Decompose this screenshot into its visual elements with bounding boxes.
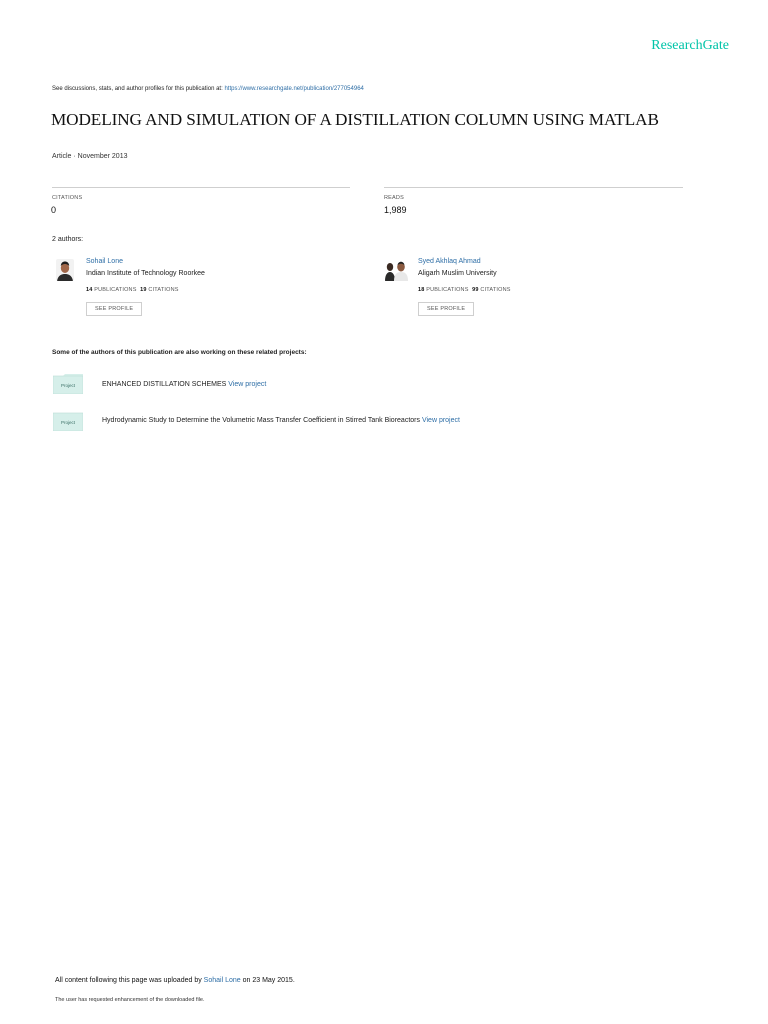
author-name-link[interactable]: Sohail Lone <box>86 258 123 265</box>
publications-count: 14 <box>86 287 93 293</box>
author-photo-icon <box>384 259 410 281</box>
project-item <box>102 381 266 388</box>
discussion-prefix: See discussions, stats, and author profiles for this publication at: <box>52 86 223 92</box>
folder-icon <box>53 374 83 394</box>
project-name: Hydrodynamic Study to Determine the Volumetric Mass Transfer Coefficient in Stirred Tank Bioreactors <box>102 417 420 424</box>
citations-label: CITATIONS <box>480 287 511 293</box>
see-profile-button[interactable]: SEE PROFILE <box>418 302 474 316</box>
uploader-link[interactable]: Sohail Lone <box>203 977 241 984</box>
upload-prefix: All content following this page was uploaded by <box>55 977 202 984</box>
publication-title: MODELING AND SIMULATION OF A DISTILLATION COLUMN USING MATLAB <box>51 110 659 129</box>
discussion-line <box>52 86 364 92</box>
author-name-link[interactable]: Syed Akhlaq Ahmad <box>418 258 481 265</box>
project-icon-label: Project <box>60 420 76 425</box>
upload-suffix: on 23 May 2015. <box>242 977 295 984</box>
stats-divider-left <box>52 187 350 188</box>
project-folder-icon[interactable] <box>53 374 83 394</box>
author-stats <box>86 287 179 293</box>
author-institution: Indian Institute of Technology Roorkee <box>86 270 205 277</box>
publication-meta: Article · November 2013 <box>52 153 128 160</box>
citations-label: CITATIONS <box>148 287 179 293</box>
author-photo-icon <box>56 259 74 281</box>
publications-count: 18 <box>418 287 425 293</box>
folder-icon <box>53 411 83 431</box>
author-avatar[interactable] <box>384 259 410 281</box>
citations-count: 19 <box>140 287 147 293</box>
citations-value: 0 <box>51 205 57 215</box>
view-project-link[interactable]: View project <box>228 381 267 388</box>
project-icon-label: Project <box>60 383 76 388</box>
publications-label: PUBLICATIONS <box>94 287 137 293</box>
publications-label: PUBLICATIONS <box>426 287 469 293</box>
enhancement-note: The user has requested enhancement of the downloaded file. <box>55 997 205 1003</box>
project-folder-icon[interactable] <box>53 411 83 431</box>
see-profile-button[interactable]: SEE PROFILE <box>86 302 142 316</box>
publication-url-link[interactable]: https://www.researchgate.net/publication/277054964 <box>224 86 364 92</box>
project-item <box>102 417 460 424</box>
researchgate-logo[interactable]: ResearchGate <box>651 38 729 53</box>
reads-label: READS <box>384 195 404 201</box>
author-avatar[interactable] <box>56 259 74 281</box>
project-name: ENHANCED DISTILLATION SCHEMES <box>102 381 227 388</box>
authors-heading: 2 authors: <box>52 236 84 243</box>
reads-value: 1,989 <box>384 205 407 215</box>
citations-count: 99 <box>472 287 479 293</box>
related-projects-heading: Some of the authors of this publication are also working on these related projects: <box>52 349 307 356</box>
view-project-link[interactable]: View project <box>421 417 460 424</box>
author-institution: Aligarh Muslim University <box>418 270 497 277</box>
upload-note <box>55 977 295 984</box>
citations-label: CITATIONS <box>52 195 83 201</box>
stats-divider-right <box>384 187 683 188</box>
author-stats <box>418 287 511 293</box>
